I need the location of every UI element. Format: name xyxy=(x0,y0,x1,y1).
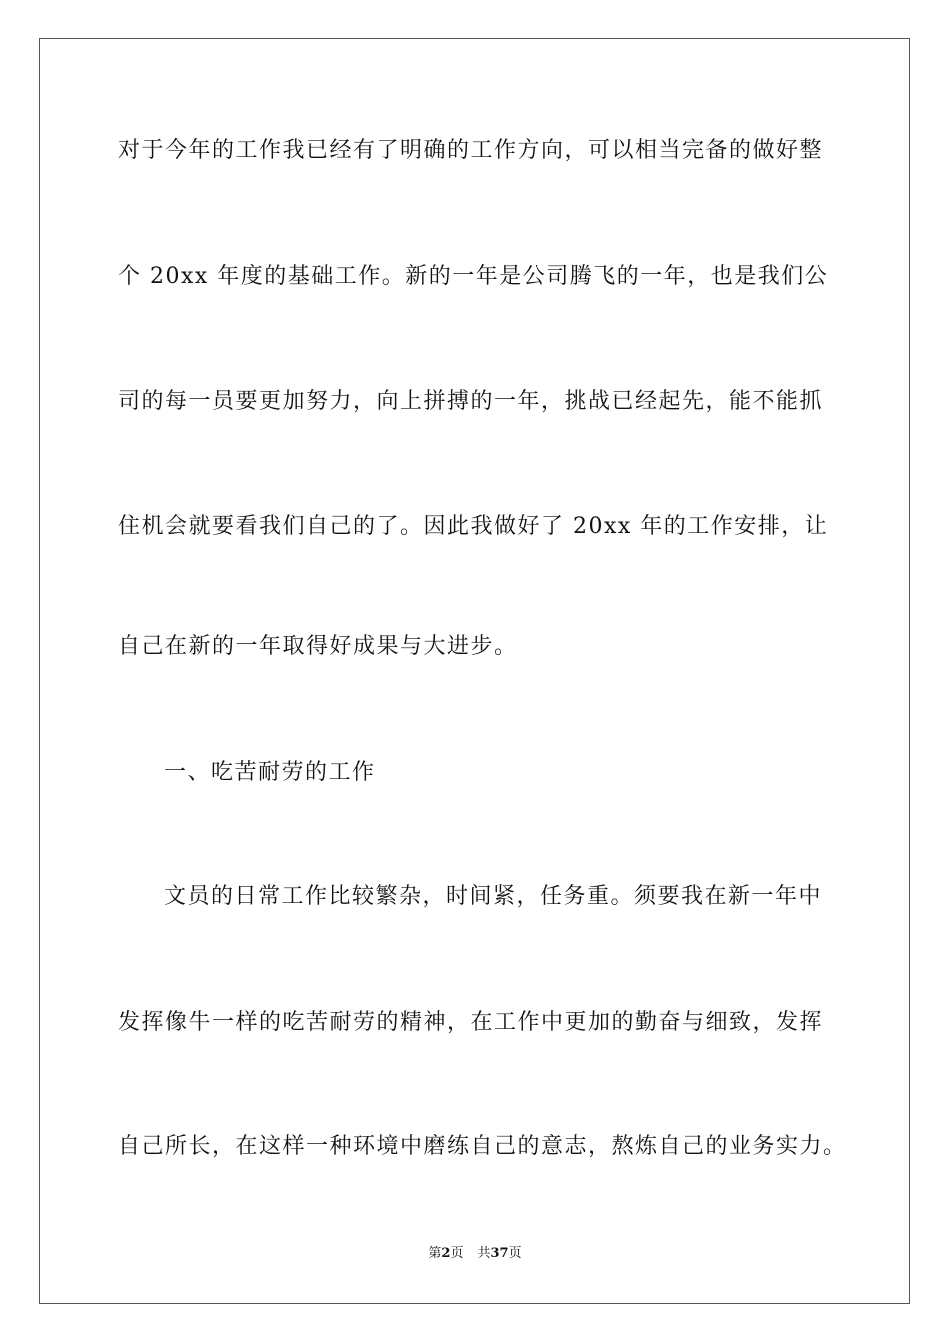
body-line-8: 自己所长，在这样一种环境中磨练自己的意志，熬炼自己的业务实力。 xyxy=(118,1134,847,1159)
body-line-2: 个 20xx 年度的基础工作。新的一年是公司腾飞的一年，也是我们公 xyxy=(118,264,829,289)
page-border xyxy=(39,38,910,1304)
footer-page-suffix: 页 xyxy=(450,1246,464,1261)
footer-total-prefix: 共 xyxy=(477,1246,491,1261)
body-line-1: 对于今年的工作我已经有了明确的工作方向，可以相当完备的做好整 xyxy=(118,138,824,163)
footer-total-suffix: 页 xyxy=(508,1246,522,1261)
footer-page-number: 2 xyxy=(441,1246,451,1261)
body-line-3: 司的每一员要更加努力，向上拼搏的一年，挑战已经起先，能不能抓 xyxy=(118,389,824,414)
footer-total-pages: 37 xyxy=(490,1246,509,1261)
body-line-4: 住机会就要看我们自己的了。因此我做好了 20xx 年的工作安排，让 xyxy=(118,514,829,539)
section-heading: 一、吃苦耐劳的工作 xyxy=(164,760,376,785)
body-line-6: 文员的日常工作比较繁杂，时间紧，任务重。须要我在新一年中 xyxy=(164,884,823,909)
body-line-7: 发挥像牛一样的吃苦耐劳的精神，在工作中更加的勤奋与细致，发挥 xyxy=(118,1010,824,1035)
body-line-5: 自己在新的一年取得好成果与大进步。 xyxy=(118,634,518,659)
page-footer xyxy=(0,1245,950,1263)
footer-page-prefix: 第 xyxy=(428,1246,442,1261)
